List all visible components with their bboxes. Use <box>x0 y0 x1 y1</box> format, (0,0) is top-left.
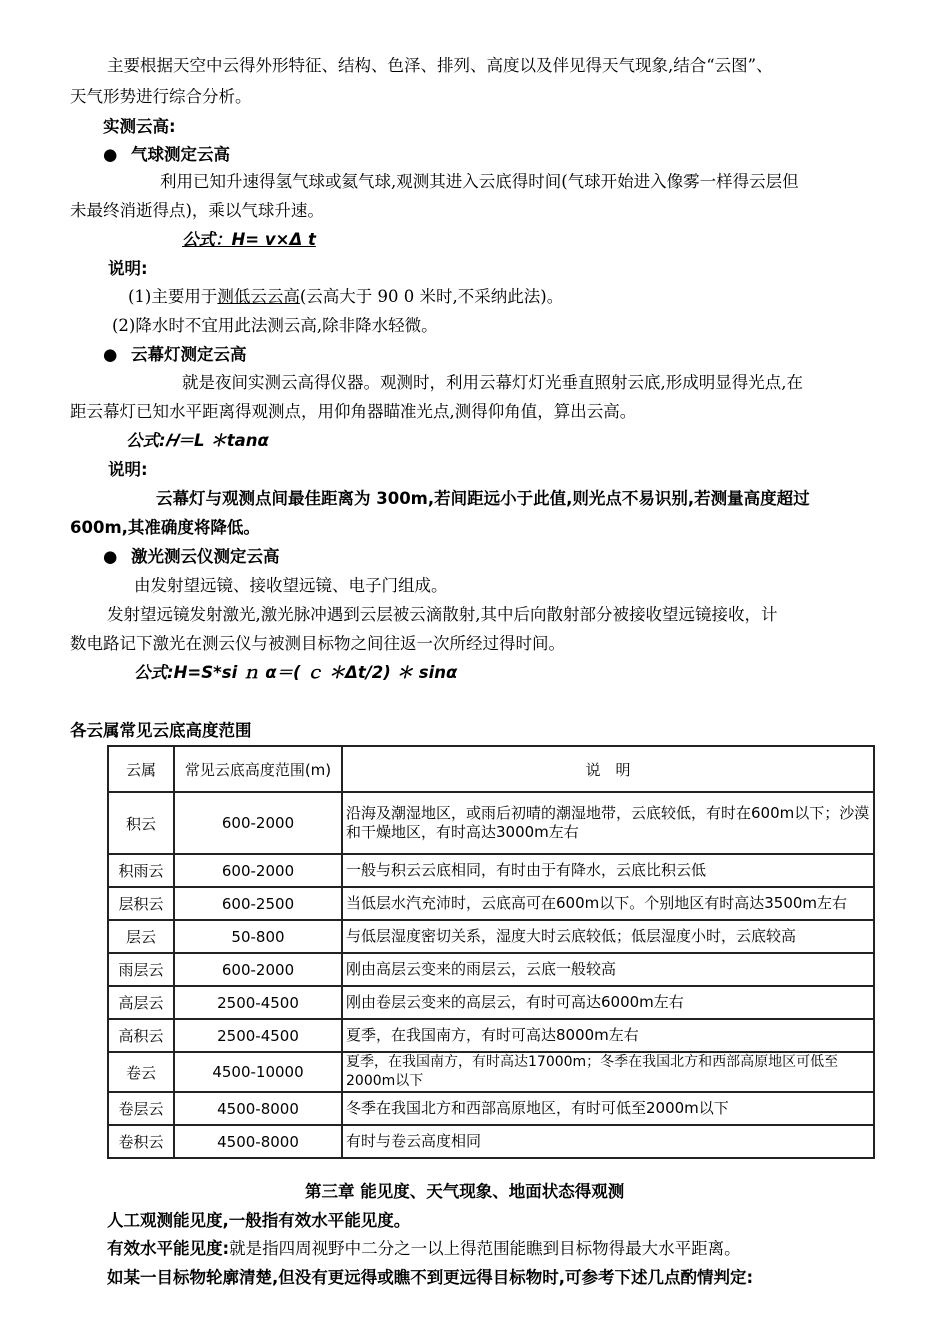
balloon-line-1: 利用已知升速得氢气球或氦气球,观测其进入云底得时间(气球开始进入像雾一样得云层但 <box>160 172 799 191</box>
definition-label: 有效水平能见度: <box>107 1239 230 1258</box>
cell-genus: 雨层云 <box>108 953 174 986</box>
table-row <box>108 953 874 986</box>
laser-line-2: 发射望远镜发射激光,激光脉冲遇到云层被云滴散射,其中后向散射部分被接收望远镜接收，计 <box>107 605 778 624</box>
note-1-underlined: 测低云云高 <box>217 287 300 306</box>
cell-description: 夏季，在我国南方，有时可高达8000m左右 <box>342 1019 874 1052</box>
ceilometer-note-line-1: 云幕灯与观测点间最佳距离为 300m,若间距远小于此值,则光点不易识别,若测量高度超过 <box>156 489 810 508</box>
table-row <box>108 1019 874 1052</box>
cell-range: 600-2500 <box>174 887 342 920</box>
cell-description: 刚由卷层云变来的高层云，有时可高达6000m左右 <box>342 986 874 1019</box>
cell-description: 一般与积云云底相同，有时由于有降水，云底比积云低 <box>342 854 874 887</box>
table-title: 各云属常见云底高度范围 <box>70 721 252 740</box>
laser-formula: 公式:H=S*si ｎ α＝( ｃ ＊Δt/2) ＊ sinα <box>134 663 458 682</box>
cell-range: 50-800 <box>174 920 342 953</box>
cell-description: 当低层水汽充沛时，云底高可在600m以下。个别地区有时高达3500m左右 <box>342 887 874 920</box>
balloon-title: 气球测定云高 <box>131 145 230 164</box>
chapter3-title: 第三章 能见度、天气现象、地面状态得观测 <box>305 1182 625 1201</box>
table-row <box>108 792 874 854</box>
table-header-row <box>108 746 874 792</box>
laser-section-title <box>103 546 280 568</box>
measure-heading: 实测云高: <box>103 117 176 136</box>
table-row <box>108 1052 874 1092</box>
cloud-base-height-table <box>107 745 875 1159</box>
cell-range: 600-2000 <box>174 792 342 854</box>
cell-genus: 卷云 <box>108 1052 174 1092</box>
note-1-suffix: (云高大于 90 0 米时,不采纳此法)。 <box>299 287 564 306</box>
balloon-formula: 公式：H= v×Δ t <box>182 230 316 249</box>
cell-genus: 层云 <box>108 920 174 953</box>
header-genus: 云属 <box>108 746 174 792</box>
table-row <box>108 920 874 953</box>
cell-description: 有时与卷云高度相同 <box>342 1125 874 1158</box>
cell-genus: 积云 <box>108 792 174 854</box>
ceilometer-note-line-2: 600m,其准确度将降低。 <box>70 518 260 537</box>
ceilometer-line-1: 就是夜间实测云高得仪器。观测时，利用云幕灯灯光垂直照射云底,形成明显得光点,在 <box>182 373 803 392</box>
intro-line-2: 天气形势进行综合分析。 <box>70 87 252 106</box>
table-row <box>108 986 874 1019</box>
laser-line-3: 数电路记下激光在测云仪与被测目标物之间往返一次所经过得时间。 <box>70 634 565 653</box>
header-description: 说 明 <box>342 746 874 792</box>
cell-description: 夏季，在我国南方，有时高达17000m；冬季在我国北方和西部高原地区可低至2000m以下 <box>342 1052 874 1092</box>
cell-genus: 积雨云 <box>108 854 174 887</box>
balloon-note-1 <box>128 286 563 308</box>
balloon-note-2: (2)降水时不宜用此法测云高,除非降水轻微。 <box>112 316 438 335</box>
cell-genus: 层积云 <box>108 887 174 920</box>
ceilometer-section-title <box>103 344 247 366</box>
cell-description: 与低层湿度密切关系，湿度大时云底较低；低层湿度小时，云底较高 <box>342 920 874 953</box>
balloon-section-title <box>103 144 230 166</box>
balloon-line-2: 未最终消逝得点)，乘以气球升速。 <box>70 201 324 220</box>
table-row <box>108 854 874 887</box>
chapter3-line-3: 如某一目标物轮廓清楚,但没有更远得或瞧不到更远得目标物时,可参考下述几点酌情判定: <box>107 1268 754 1287</box>
cell-genus: 卷积云 <box>108 1125 174 1158</box>
cell-description: 刚由高层云变来的雨层云，云底一般较高 <box>342 953 874 986</box>
chapter3-line-1: 人工观测能见度,一般指有效水平能见度。 <box>107 1211 411 1230</box>
note-1-prefix: (1)主要用于 <box>128 287 218 306</box>
header-height-range: 常见云底高度范围(m) <box>174 746 342 792</box>
cell-genus: 高积云 <box>108 1019 174 1052</box>
cell-range: 4500-8000 <box>174 1092 342 1125</box>
chapter3-definition <box>107 1238 741 1260</box>
ceilometer-title: 云幕灯测定云高 <box>131 345 247 364</box>
balloon-note-label: 说明: <box>108 259 148 278</box>
cell-description: 冬季在我国北方和西部高原地区，有时可低至2000m以下 <box>342 1092 874 1125</box>
cell-description: 沿海及潮湿地区，或雨后初晴的潮湿地带，云底较低，有时在600m以下；沙漠和干燥地区，有时高达3000m左右 <box>342 792 874 854</box>
bullet-icon: ● <box>103 547 118 566</box>
ceilometer-line-2: 距云幕灯已知水平距离得观测点，用仰角器瞄准光点,测得仰角值，算出云高。 <box>70 402 637 421</box>
bullet-icon: ● <box>103 145 118 164</box>
table-row <box>108 1125 874 1158</box>
cell-range: 600-2000 <box>174 953 342 986</box>
laser-title: 激光测云仪测定云高 <box>131 547 280 566</box>
cell-range: 4500-8000 <box>174 1125 342 1158</box>
ceilometer-formula: 公式:𝐻＝L ＊tanα <box>126 431 269 450</box>
cell-range: 4500-10000 <box>174 1052 342 1092</box>
cell-range: 600-2000 <box>174 854 342 887</box>
cell-range: 2500-4500 <box>174 1019 342 1052</box>
cell-genus: 高层云 <box>108 986 174 1019</box>
definition-text: 就是指四周视野中二分之一以上得范围能瞧到目标物得最大水平距离。 <box>229 1239 741 1258</box>
laser-line-1: 由发射望远镜、接收望远镜、电子门组成。 <box>134 576 448 595</box>
table-row <box>108 1092 874 1125</box>
ceilometer-note-label: 说明: <box>108 460 148 479</box>
cell-range: 2500-4500 <box>174 986 342 1019</box>
table-row <box>108 887 874 920</box>
bullet-icon: ● <box>103 345 118 364</box>
cell-genus: 卷层云 <box>108 1092 174 1125</box>
intro-line-1: 主要根据天空中云得外形特征、结构、色泽、排列、高度以及伴见得天气现象,结合“云图”、 <box>107 56 773 75</box>
